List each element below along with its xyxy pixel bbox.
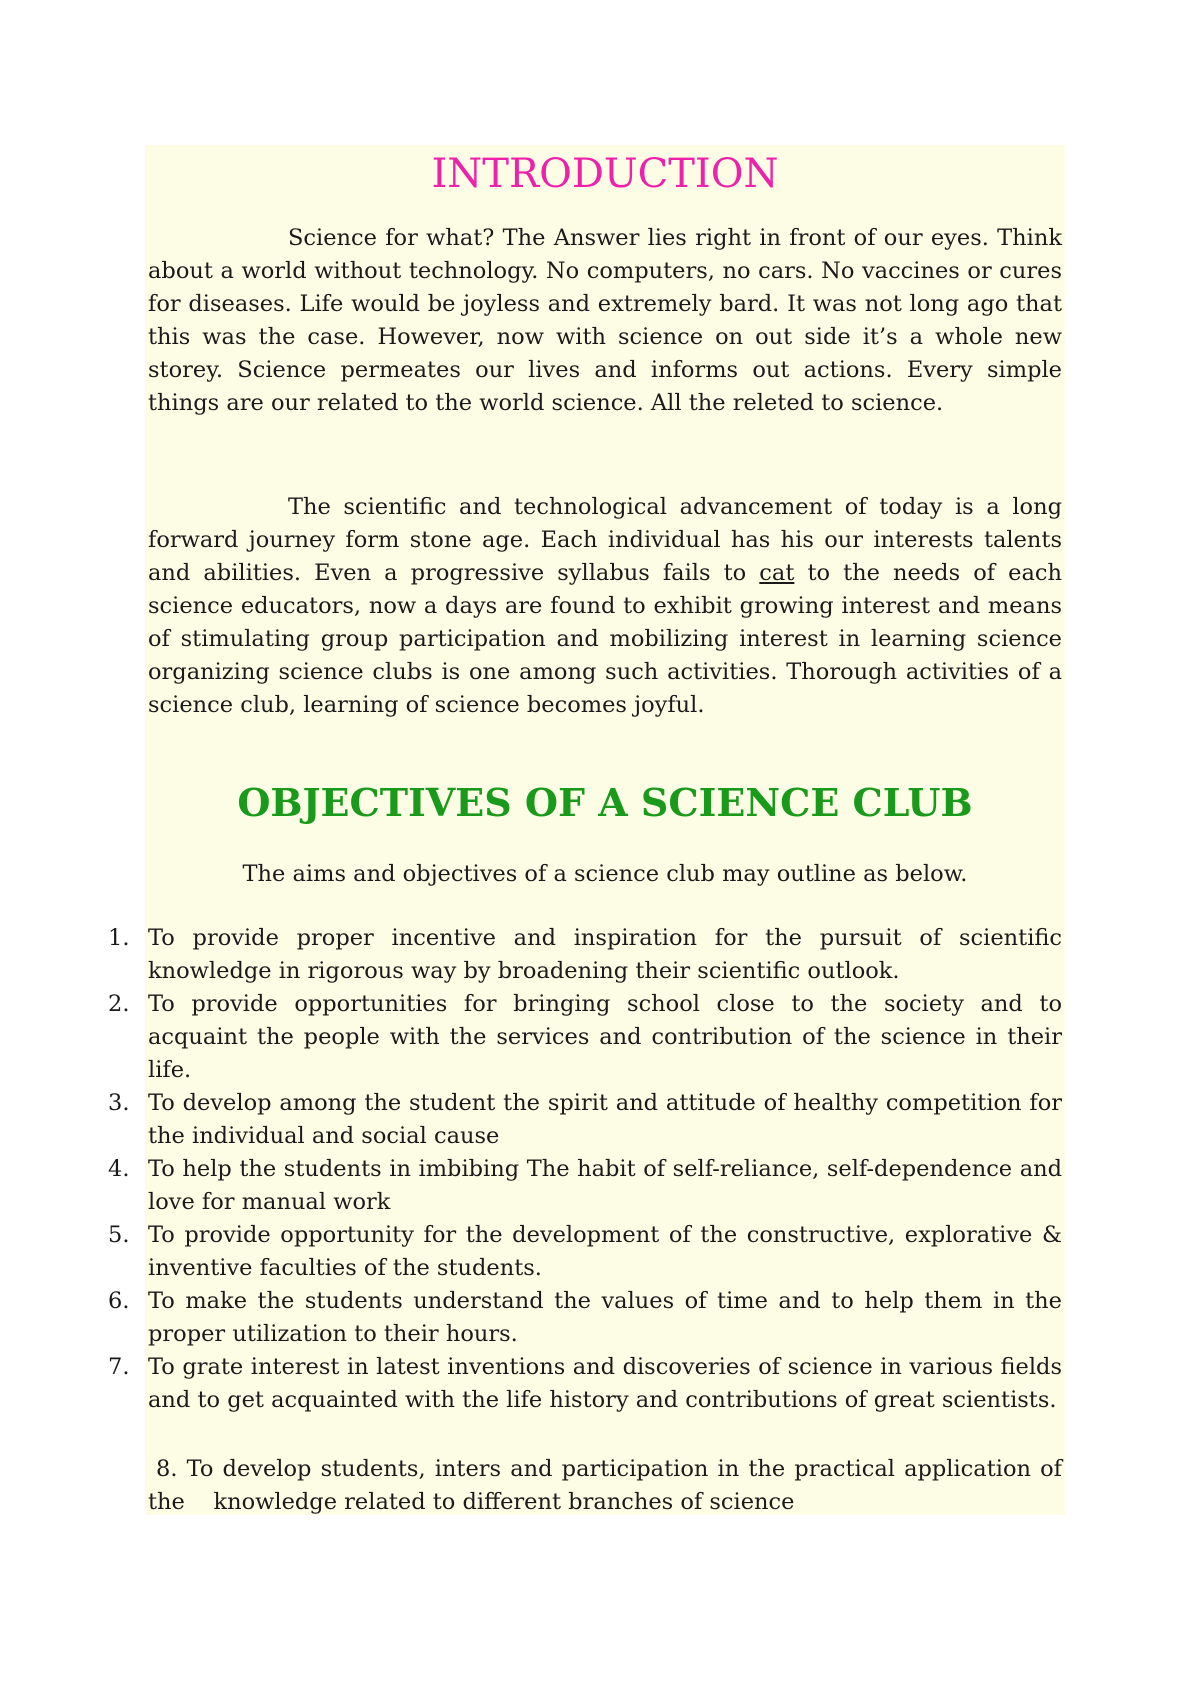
- objective-item: [108, 1087, 1062, 1153]
- underlined-word: cat: [759, 560, 795, 586]
- objective-number: 3.: [108, 1090, 130, 1116]
- objective-text: To help the students in imbibing The habit of self-reliance, self-dependence and love for manual work: [148, 1156, 1062, 1215]
- introduction-paragraph-2: [148, 491, 1062, 722]
- objective-item: [108, 1285, 1062, 1351]
- introduction-paragraph-1: Science for what? The Answer lies right in front of our eyes. Think about a world without technology. No computers, no cars. No vaccines or cures for diseases. Life would be joyless and extremely bard. It was not long ago that this was the case. However, now with science on out side it’s a whole new storey. Science permeates our lives and informs out actions. Every simple things are our related to the world science. All the releted to science.: [148, 225, 1062, 416]
- objectives-heading: OBJECTIVES OF A SCIENCE CLUB: [237, 780, 973, 825]
- objectives-list: [108, 922, 1062, 1417]
- objective-item: [108, 1219, 1062, 1285]
- paragraph-2-text-end: to the needs of each science educators, now a days are found to exhibit growing interest and means of stimulating group participation and mobilizing interest in learning science organizing science clubs is one among such activities. Thorough activities of a science club, learning of science becomes joyful.: [148, 560, 1062, 718]
- objective-text: To provide opportunities for bringing school close to the society and to acquaint the people with the services and contribution of the science in their life.: [148, 991, 1062, 1083]
- objective-number: 5.: [108, 1222, 130, 1248]
- objective-number: 7.: [108, 1354, 130, 1380]
- objective-text: To make the students understand the values of time and to help them in the proper utilization to their hours.: [148, 1288, 1062, 1347]
- objective-item: [108, 1153, 1062, 1219]
- objectives-lead-in: The aims and objectives of a science club may outline as below.: [242, 861, 968, 887]
- objective-number: 1.: [108, 925, 130, 951]
- objective-text: To provide opportunity for the development of the constructive, explorative & inventive faculties of the students.: [148, 1222, 1062, 1281]
- objective-number: 6.: [108, 1288, 130, 1314]
- objective-text: To develop among the student the spirit and attitude of healthy competition for the individual and social cause: [148, 1090, 1062, 1149]
- objective-number: 2.: [108, 991, 130, 1017]
- objective-text: To provide proper incentive and inspiration for the pursuit of scientific knowledge in rigorous way by broadening their scientific outlook.: [148, 925, 1062, 984]
- objective-item-8: 8. To develop students, inters and participation in the practical application of the knowledge related to different branches of science: [148, 1456, 1070, 1515]
- objective-item: [108, 988, 1062, 1087]
- paragraph-2-text-start: The scientific and technological advancement of today is a long forward journey form stone age. Each individual has his our interests talents and abilities. Even a progressive syllabus fails to: [148, 494, 1062, 586]
- objective-number: 4.: [108, 1156, 130, 1182]
- objective-item: [108, 922, 1062, 988]
- objective-item: [108, 1351, 1062, 1417]
- objective-text: To grate interest in latest inventions and discoveries of science in various fields and to get acquainted with the life history and contributions of great scientists.: [148, 1354, 1062, 1413]
- introduction-heading: INTRODUCTION: [431, 151, 779, 197]
